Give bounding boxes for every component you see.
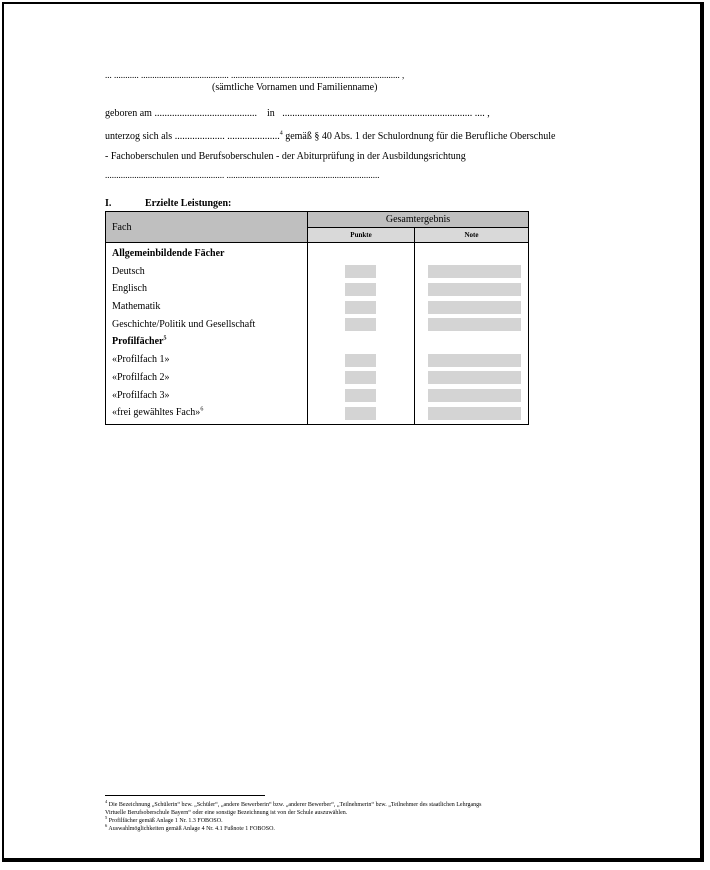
in-dots: ............................................................................ .... , [282,108,490,119]
points-column [308,243,415,425]
subject-row [112,404,307,422]
points-input-field[interactable] [345,371,376,384]
points-input-field[interactable] [345,389,376,402]
grade-input-field[interactable] [428,354,521,367]
footnote-ref-4: 4 [279,130,283,137]
subject-row [112,280,307,298]
subject-label: «frei gewähltes Fach» [112,407,201,419]
in-label: in [266,108,275,119]
grades-table [105,211,529,425]
subject-row [112,298,307,316]
subject-row [112,263,307,281]
grade-input-field[interactable] [428,265,521,278]
subject-label: Mathematik [112,301,161,313]
footnote-5-number: 5 [105,815,108,820]
header-total: Gesamtergebnis [308,212,529,228]
subject-label: «Profilfach 3» [112,389,170,401]
subject-label: «Profilfach 1» [112,354,170,366]
schools-line: - Fachoberschulen und Berufsoberschulen - der Abiturprüfung in der Ausbildungsrichtung [105,151,466,162]
underwent-prefix: unterzog sich als [105,131,173,142]
name-line: ... ........... ....................................... ........................................................................... , [105,70,405,80]
grade-input-field[interactable] [428,318,521,331]
footnote-separator [105,795,265,796]
subject-label: Deutsch [112,265,145,277]
grade-column [415,243,529,425]
birth-line [105,108,490,119]
grade-input-field[interactable] [428,301,521,314]
footnote-6-number: 6 [105,823,108,828]
subject-footnote-ref: 6 [200,406,204,413]
section-title: Erzielte Leistungen: [145,198,232,209]
footnote-4-line2: Virtuelle Berufsoberschule Bayern“ oder eine sonstige Bezeichnung ist von der Schule auszuwählen. [105,809,348,816]
subject-label: Profilfächer [112,336,164,348]
subjects-column [106,243,308,425]
footnote-6-text: Auswahlmöglichkeiten gemäß Anlage 4 Nr. 4.1 Fußnote 1 FOBOSO. [108,826,275,832]
points-input-field[interactable] [345,407,376,420]
points-input-field[interactable] [345,283,376,296]
subject-label: Englisch [112,283,147,295]
grade-input-field[interactable] [428,407,521,420]
header-fach: Fach [106,212,308,243]
points-input-field[interactable] [345,318,376,331]
underwent-dots: .................... ..................... [174,131,280,142]
footnote-4 [105,799,482,817]
points-input-field[interactable] [345,265,376,278]
footnote-4-line1: Die Bezeichnung „Schülerin“ bzw. „Schüler“, „andere Bewerberin“ bzw. „anderer Bewerber“, „Teilnehmerin“ bzw. „Teilnehmer des staatlichen Lehrgangs [108,802,482,808]
subject-row [112,387,307,405]
subject-label: «Profilfach 2» [112,371,170,383]
section-heading [105,198,231,209]
subject-label: Allgemeinbildende Fächer [112,248,225,259]
born-dots: ......................................... [154,108,257,119]
subject-row [112,369,307,387]
subject-group-heading [112,333,307,351]
subject-label: Geschichte/Politik und Gesellschaft [112,318,256,330]
points-input-field[interactable] [345,301,376,314]
header-grade: Note [415,228,529,243]
points-input-field[interactable] [345,354,376,367]
subject-row [112,316,307,334]
name-caption: (sämtliche Vornamen und Familienname) [212,82,378,93]
subject-footnote-ref: 5 [163,336,167,343]
grade-input-field[interactable] [428,389,521,402]
footnote-4-number: 4 [105,799,108,804]
direction-dots: ..................................................... .................................................................... [105,170,380,180]
born-label: geboren am [105,108,152,119]
exam-line [105,131,555,142]
subject-row [112,351,307,369]
footnote-6 [105,823,275,834]
grade-input-field[interactable] [428,371,521,384]
header-points: Punkte [308,228,415,243]
grade-input-field[interactable] [428,283,521,296]
underwent-rest: gemäß § 40 Abs. 1 der Schulordnung für die Berufliche Oberschule [285,131,556,142]
footnote-5-text: Profilfächer gemäß Anlage 1 Nr. 1.3 FOBOSO. [108,818,223,824]
section-number: I. [105,198,112,209]
subject-group-heading [112,245,307,263]
footnote-5 [105,815,223,826]
